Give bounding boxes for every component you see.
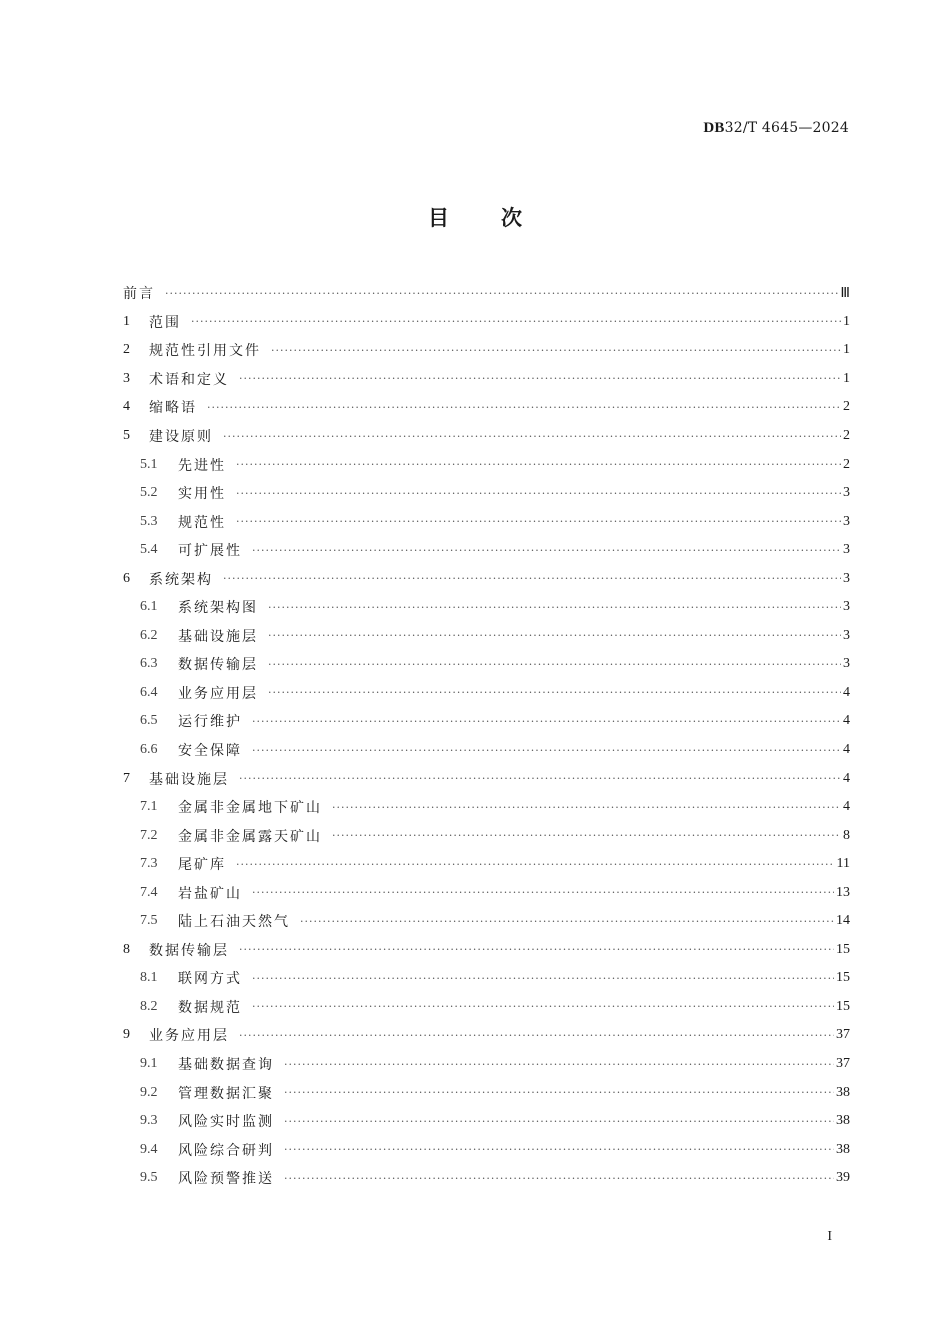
toc-entry-label: 管理数据汇聚 — [178, 1085, 274, 1102]
toc-leader-dots — [252, 972, 834, 985]
toc-entry-page: 4 — [843, 742, 850, 758]
toc-entry-label: 规范性 — [178, 514, 226, 531]
toc-entry-page: 2 — [843, 399, 850, 415]
toc-entry-number: 9.2 — [140, 1084, 158, 1100]
toc-leader-dots — [268, 629, 841, 642]
toc-entry-label: 尾矿库 — [178, 857, 226, 874]
toc-entry-number: 7.4 — [140, 884, 158, 900]
toc-entry-page: Ⅲ — [840, 285, 850, 301]
toc-entry-number: 5.4 — [140, 542, 158, 558]
toc-leader-dots — [268, 601, 841, 614]
toc-entry-label: 风险实时监测 — [178, 1114, 274, 1131]
toc-entry[interactable] — [123, 907, 850, 936]
toc-entry-number: 8.2 — [140, 998, 158, 1014]
toc-entry-label: 前言 — [123, 286, 155, 303]
toc-entry-page: 1 — [843, 342, 850, 358]
toc-entry-label: 先进性 — [178, 457, 226, 474]
title-char-2: 次 — [501, 206, 522, 230]
toc-leader-dots — [332, 829, 841, 842]
toc-entry[interactable] — [123, 365, 850, 394]
toc-entry-label: 联网方式 — [178, 971, 242, 988]
toc-entry-number: 8.1 — [140, 970, 158, 986]
page-title — [0, 202, 950, 232]
toc-entry-page: 3 — [843, 542, 850, 558]
toc-leader-dots — [207, 401, 841, 414]
toc-entry[interactable] — [123, 564, 850, 593]
toc-entry[interactable] — [123, 593, 850, 622]
toc-entry-label: 陆上石油天然气 — [178, 914, 290, 931]
toc-leader-dots — [239, 1029, 834, 1042]
toc-entry[interactable] — [123, 1164, 850, 1193]
toc-leader-dots — [268, 658, 841, 671]
toc-leader-dots — [252, 744, 841, 757]
toc-entry[interactable] — [123, 308, 850, 337]
toc-entry-page: 11 — [836, 856, 850, 872]
toc-entry-page: 4 — [843, 684, 850, 700]
toc-entry-page: 15 — [836, 998, 850, 1014]
toc-entry-number: 7.1 — [140, 799, 158, 815]
toc-entry-label: 缩略语 — [149, 400, 197, 417]
toc-leader-dots — [236, 858, 835, 871]
toc-entry-label: 业务应用层 — [178, 685, 258, 702]
toc-entry-number: 5.2 — [140, 485, 158, 501]
toc-entry-page: 39 — [836, 1170, 850, 1186]
toc-entry[interactable] — [123, 993, 850, 1022]
toc-entry-page: 15 — [836, 970, 850, 986]
toc-entry[interactable] — [123, 793, 850, 822]
toc-entry-number: 8 — [123, 941, 130, 957]
toc-leader-dots — [284, 1143, 834, 1156]
toc-entry[interactable] — [123, 336, 850, 365]
toc-entry-page: 3 — [843, 599, 850, 615]
toc-entry[interactable] — [123, 622, 850, 651]
document-code-number: 32/T 4645—2024 — [724, 120, 849, 136]
toc-entry-number: 7.2 — [140, 827, 158, 843]
toc-leader-dots — [223, 430, 841, 443]
toc-entry-page: 3 — [843, 485, 850, 501]
toc-entry-label: 数据传输层 — [178, 657, 258, 674]
toc-entry-page: 38 — [836, 1113, 850, 1129]
toc-entry-number: 2 — [123, 342, 130, 358]
toc-leader-dots — [332, 801, 841, 814]
toc-leader-dots — [239, 772, 841, 785]
toc-entry[interactable] — [123, 1050, 850, 1079]
toc-entry-page: 1 — [843, 313, 850, 329]
toc-entry-number: 4 — [123, 399, 130, 415]
toc-entry-label: 岩盐矿山 — [178, 885, 242, 902]
toc-entry-label: 规范性引用文件 — [149, 343, 261, 360]
toc-entry-number: 6.5 — [140, 713, 158, 729]
toc-entry-number: 7 — [123, 770, 130, 786]
toc-entry-label: 范围 — [149, 314, 181, 331]
toc-entry[interactable] — [123, 279, 850, 308]
toc-entry[interactable] — [123, 479, 850, 508]
toc-entry-page: 4 — [843, 713, 850, 729]
toc-leader-dots — [271, 344, 841, 357]
toc-entry-label: 可扩展性 — [178, 543, 242, 560]
toc-entry-page: 15 — [836, 941, 850, 957]
toc-entry[interactable] — [123, 450, 850, 479]
toc-entry-label: 基础数据查询 — [178, 1057, 274, 1074]
toc-entry-label: 数据传输层 — [149, 942, 229, 959]
toc-entry-label: 数据规范 — [178, 999, 242, 1016]
toc-entry-number: 7.5 — [140, 913, 158, 929]
toc-leader-dots — [223, 572, 841, 585]
toc-entry-number: 9.5 — [140, 1170, 158, 1186]
toc-entry-number: 5.1 — [140, 456, 158, 472]
toc-entry[interactable] — [123, 393, 850, 422]
toc-entry[interactable] — [123, 964, 850, 993]
toc-leader-dots — [300, 915, 834, 928]
toc-entry-number: 9 — [123, 1027, 130, 1043]
toc-entry-number: 6.6 — [140, 742, 158, 758]
toc-entry-label: 风险预警推送 — [178, 1171, 274, 1188]
toc-entry-label: 基础设施层 — [149, 771, 229, 788]
toc-leader-dots — [252, 886, 834, 899]
toc-entry-page: 13 — [836, 884, 850, 900]
toc-entry-label: 实用性 — [178, 486, 226, 503]
toc-entry-label: 业务应用层 — [149, 1028, 229, 1045]
toc-entry-page: 3 — [843, 627, 850, 643]
toc-leader-dots — [239, 372, 841, 385]
toc-entry[interactable] — [123, 707, 850, 736]
toc-entry-label: 系统架构 — [149, 571, 213, 588]
table-of-contents — [123, 279, 850, 1193]
toc-leader-dots — [284, 1172, 834, 1185]
toc-leader-dots — [284, 1086, 834, 1099]
toc-entry-page: 37 — [836, 1027, 850, 1043]
toc-entry-page: 2 — [843, 456, 850, 472]
toc-entry-page: 14 — [836, 913, 850, 929]
toc-entry-page: 2 — [843, 428, 850, 443]
toc-entry[interactable] — [123, 507, 850, 536]
toc-leader-dots — [252, 1000, 834, 1013]
toc-entry-page: 8 — [843, 827, 850, 843]
toc-entry-number: 5 — [123, 428, 130, 443]
toc-entry-page: 3 — [843, 656, 850, 672]
toc-leader-dots — [284, 1115, 834, 1128]
toc-entry-page: 37 — [836, 1056, 850, 1072]
document-code-prefix: DB — [703, 120, 725, 136]
toc-entry[interactable] — [123, 422, 850, 451]
title-char-1: 目 — [428, 206, 449, 230]
toc-entry-number: 3 — [123, 370, 130, 386]
toc-entry-number: 6 — [123, 570, 130, 586]
toc-entry[interactable] — [123, 679, 850, 708]
toc-leader-dots — [284, 1058, 834, 1071]
toc-leader-dots — [268, 686, 841, 699]
toc-entry[interactable] — [123, 736, 850, 765]
page-number: I — [827, 1229, 832, 1244]
toc-entry-page: 4 — [843, 770, 850, 786]
toc-entry-label: 运行维护 — [178, 714, 242, 731]
toc-entry-page: 3 — [843, 570, 850, 586]
document-code — [703, 120, 849, 137]
toc-entry-label: 金属非金属露天矿山 — [178, 828, 322, 845]
toc-entry-number: 6.3 — [140, 656, 158, 672]
toc-entry[interactable] — [123, 821, 850, 850]
toc-entry[interactable] — [123, 536, 850, 565]
toc-entry-page: 38 — [836, 1084, 850, 1100]
toc-entry-label: 建设原则 — [149, 429, 213, 445]
toc-entry[interactable] — [123, 936, 850, 965]
toc-leader-dots — [252, 715, 841, 728]
toc-leader-dots — [236, 515, 841, 528]
toc-entry[interactable] — [123, 1107, 850, 1136]
toc-entry[interactable] — [123, 764, 850, 793]
toc-entry[interactable] — [123, 878, 850, 907]
toc-entry-number: 6.2 — [140, 627, 158, 643]
toc-entry-page: 3 — [843, 513, 850, 529]
toc-leader-dots — [239, 943, 834, 956]
toc-entry[interactable] — [123, 650, 850, 679]
toc-entry-label: 系统架构图 — [178, 600, 258, 617]
toc-leader-dots — [191, 315, 841, 328]
toc-entry-page: 38 — [836, 1141, 850, 1157]
toc-entry[interactable] — [123, 850, 850, 879]
toc-entry-page: 1 — [843, 370, 850, 386]
toc-entry-number: 1 — [123, 313, 130, 329]
toc-entry-label: 风险综合研判 — [178, 1142, 274, 1159]
toc-entry-number: 9.4 — [140, 1141, 158, 1157]
toc-leader-dots — [165, 287, 838, 300]
toc-entry-page: 4 — [843, 799, 850, 815]
toc-entry-number: 6.1 — [140, 599, 158, 615]
toc-entry-number: 9.3 — [140, 1113, 158, 1129]
toc-leader-dots — [236, 458, 841, 471]
toc-entry-label: 安全保障 — [178, 743, 242, 760]
toc-entry[interactable] — [123, 1135, 850, 1164]
toc-leader-dots — [252, 544, 841, 557]
toc-entry-label: 金属非金属地下矿山 — [178, 800, 322, 817]
toc-entry[interactable] — [123, 1078, 850, 1107]
toc-entry-number: 9.1 — [140, 1056, 158, 1072]
toc-entry-label: 术语和定义 — [149, 371, 229, 388]
toc-leader-dots — [236, 487, 841, 500]
toc-entry-number: 6.4 — [140, 684, 158, 700]
toc-entry-number: 7.3 — [140, 856, 158, 872]
toc-entry-label: 基础设施层 — [178, 628, 258, 645]
toc-entry[interactable] — [123, 1021, 850, 1050]
toc-entry-number: 5.3 — [140, 513, 158, 529]
